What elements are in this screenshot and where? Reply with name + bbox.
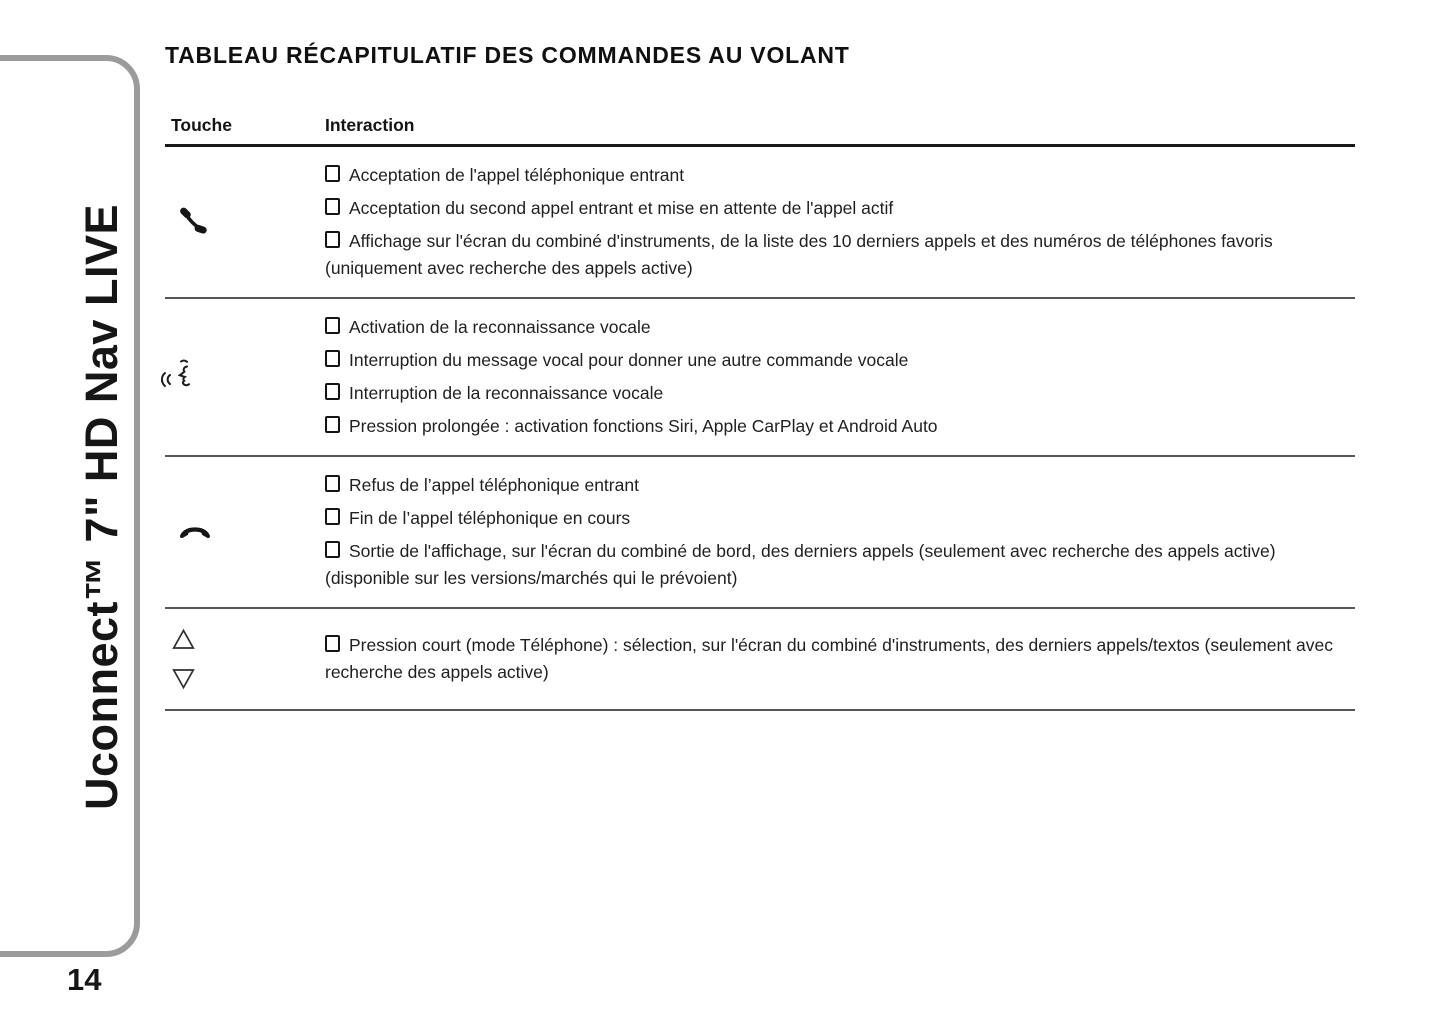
arrow-up-icon (171, 628, 196, 651)
table-row (165, 457, 1355, 609)
main-content (165, 42, 1355, 711)
table-row (165, 299, 1355, 457)
interaction-item: Activation de la reconnaissance vocale (325, 314, 1355, 341)
interaction-item: Refus de l’appel téléphonique entrant (325, 472, 1355, 499)
touche-cell (165, 466, 325, 598)
touche-cell (165, 156, 325, 288)
touche-cell (165, 626, 325, 692)
page-title: TABLEAU RÉCAPITULATIF DES COMMANDES AU VOLANT (165, 42, 850, 68)
interaction-item: Pression prolongée : activation fonctions Siri, Apple CarPlay et Android Auto (325, 413, 1355, 440)
arrows-up-down-icon (171, 628, 196, 690)
interaction-cell (325, 156, 1355, 288)
chapter-title: Uconnect™ 7" HD Nav LIVE (76, 204, 127, 810)
interaction-cell (325, 466, 1355, 598)
phone-accept-icon (175, 205, 211, 239)
voice-recognition-icon (157, 355, 197, 399)
interaction-item: Fin de l’appel téléphonique en cours (325, 505, 1355, 532)
touche-cell (165, 308, 325, 446)
arrow-down-icon (171, 667, 196, 690)
interaction-item: Interruption de la reconnaissance vocale (325, 380, 1355, 407)
table-row (165, 609, 1355, 711)
interaction-item: Acceptation du second appel entrant et mise en attente de l'appel actif (325, 195, 1355, 222)
interaction-item: Affichage sur l'écran du combiné d'instruments, de la liste des 10 derniers appels et des numéros de téléphones favoris (uniquement avec recherche des appels active) (325, 228, 1355, 282)
table-header (165, 115, 1355, 136)
interaction-cell (325, 308, 1355, 446)
phone-end-icon (176, 521, 214, 543)
interaction-item: Interruption du message vocal pour donner une autre commande vocale (325, 347, 1355, 374)
interaction-cell (325, 626, 1355, 692)
column-header-interaction: Interaction (325, 115, 415, 135)
column-header-touche: Touche (171, 115, 232, 135)
table-row (165, 147, 1355, 299)
page-number: 14 (67, 962, 102, 997)
interaction-item: Pression court (mode Téléphone) : sélection, sur l'écran du combiné d'instruments, des derniers appels/textos (seulement avec recherche des appels active) (325, 632, 1355, 686)
interaction-item: Acceptation de l'appel téléphonique entrant (325, 162, 1355, 189)
interaction-item: Sortie de l'affichage, sur l'écran du combiné de bord, des derniers appels (seulement avec recherche des appels active) (disponible sur les versions/marchés qui le prévoient) (325, 538, 1355, 592)
